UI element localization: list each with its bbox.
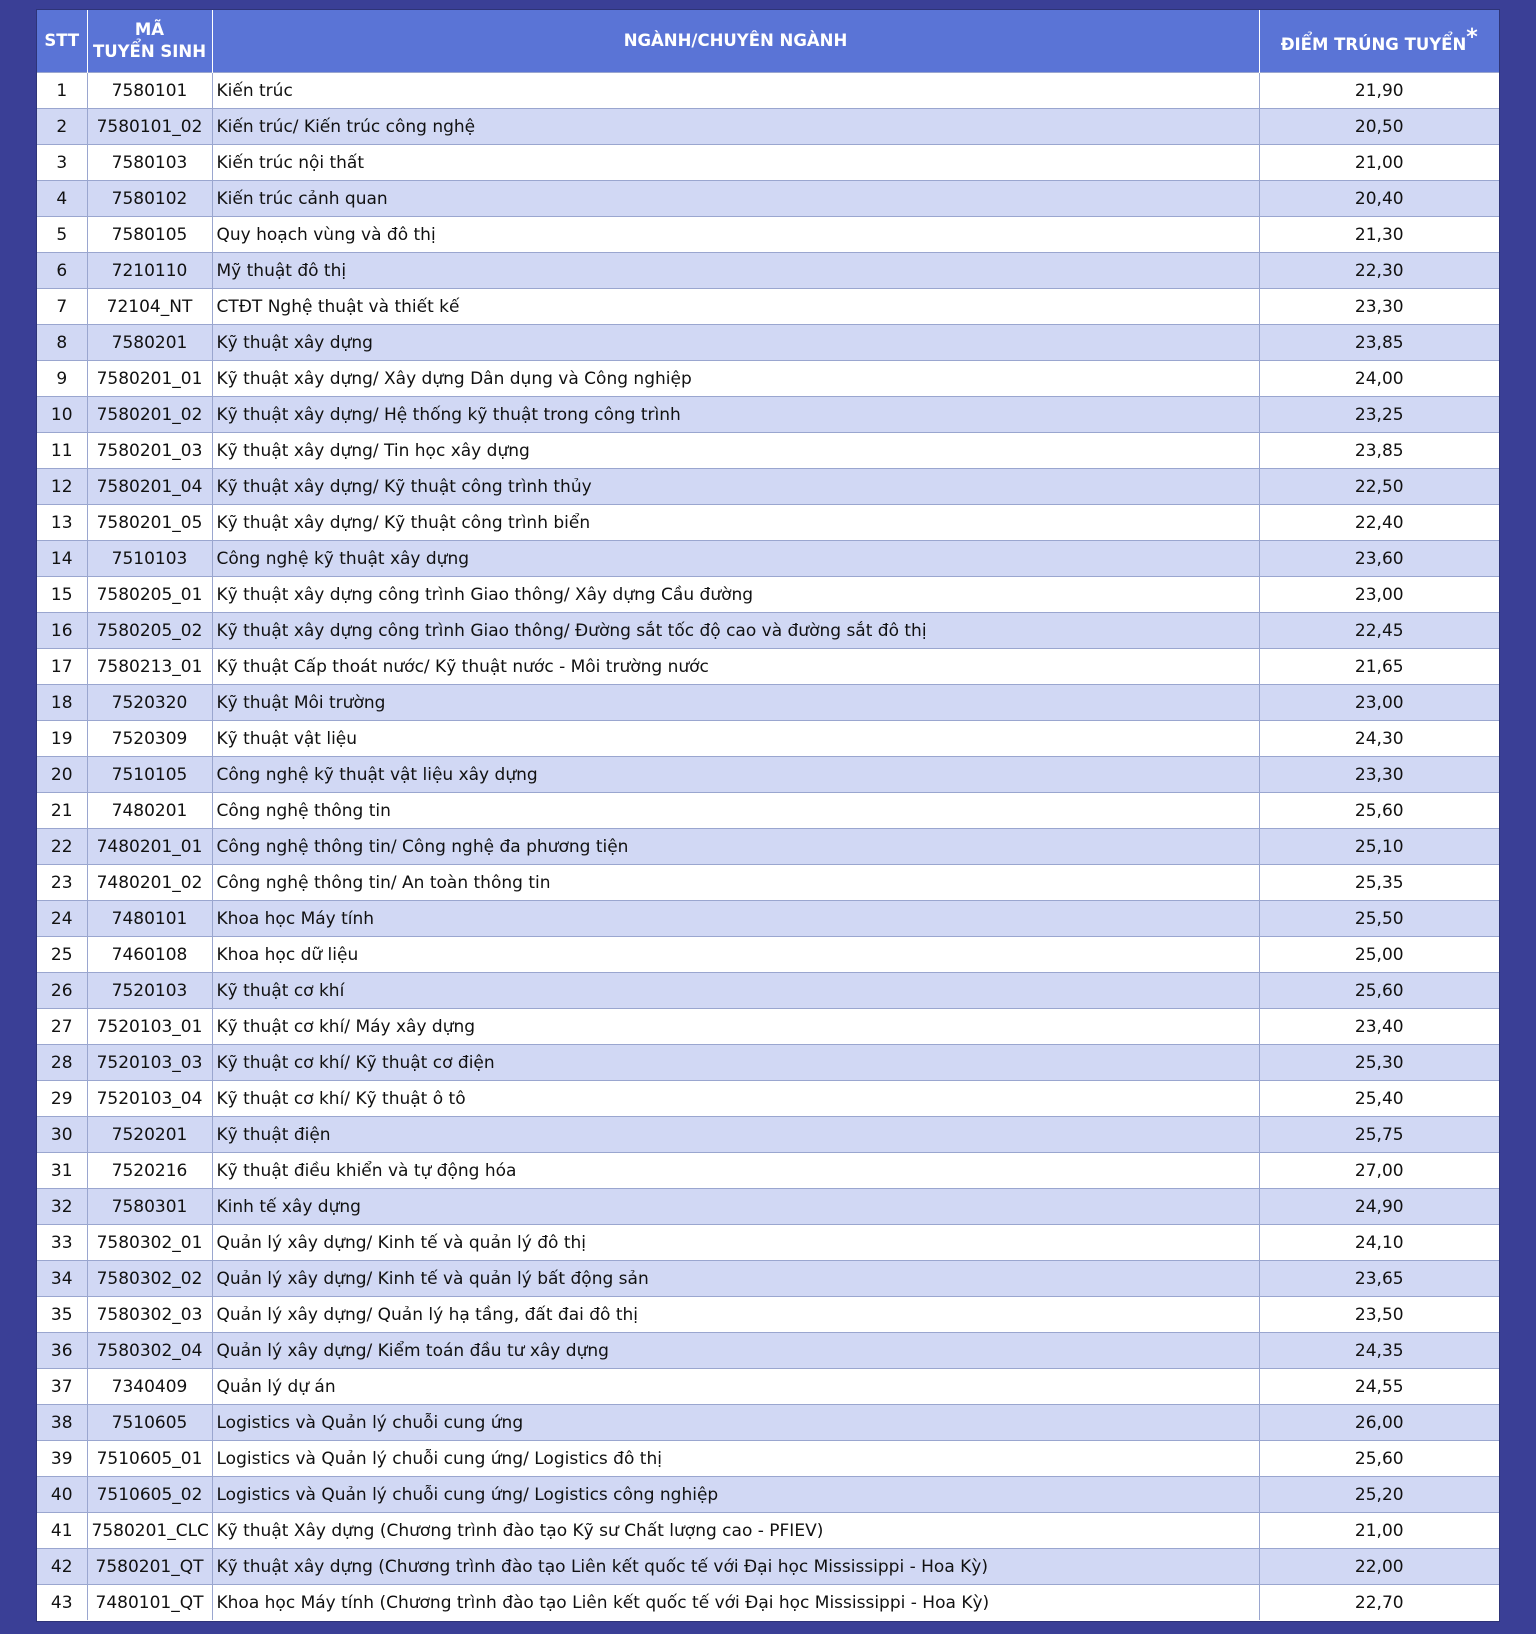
row-stt: 36: [37, 1333, 87, 1369]
row-score: 25,40: [1259, 1081, 1499, 1117]
row-code: 7580201: [87, 325, 212, 361]
row-code: 7520216: [87, 1153, 212, 1189]
row-code: 7580103: [87, 145, 212, 181]
row-major: Kiến trúc nội thất: [212, 145, 1259, 181]
row-stt: 24: [37, 901, 87, 937]
header-score-asterisk: *: [1466, 24, 1478, 50]
row-code: 7580105: [87, 217, 212, 253]
table-row: [37, 469, 1499, 505]
row-code: 7480101_QT: [87, 1585, 212, 1621]
row-major: Logistics và Quản lý chuỗi cung ứng: [212, 1405, 1259, 1441]
row-score: 25,60: [1259, 1441, 1499, 1477]
row-score: 27,00: [1259, 1153, 1499, 1189]
row-score: 23,85: [1259, 433, 1499, 469]
table-row: [37, 1225, 1499, 1261]
row-code: 7580102: [87, 181, 212, 217]
row-score: 23,65: [1259, 1261, 1499, 1297]
row-score: 21,30: [1259, 217, 1499, 253]
row-score: 22,30: [1259, 253, 1499, 289]
table-row: [37, 73, 1499, 109]
row-code: 7520103_01: [87, 1009, 212, 1045]
table-body: [37, 73, 1499, 1621]
row-score: 25,60: [1259, 793, 1499, 829]
row-major: Kỹ thuật xây dựng (Chương trình đào tạo Liên kết quốc tế với Đại học Mississippi - Hoa Kỳ): [212, 1549, 1259, 1585]
row-score: 24,35: [1259, 1333, 1499, 1369]
table-row: [37, 181, 1499, 217]
row-major: Quản lý xây dựng/ Kinh tế và quản lý bất động sản: [212, 1261, 1259, 1297]
table-row: [37, 649, 1499, 685]
row-major: Khoa học Máy tính (Chương trình đào tạo Liên kết quốc tế với Đại học Mississippi - Hoa Kỳ): [212, 1585, 1259, 1621]
table-row: [37, 1009, 1499, 1045]
row-major: Kỹ thuật xây dựng công trình Giao thông/ Xây dựng Cầu đường: [212, 577, 1259, 613]
table-row: [37, 397, 1499, 433]
row-major: Kỹ thuật xây dựng/ Kỹ thuật công trình thủy: [212, 469, 1259, 505]
table-row: [37, 973, 1499, 1009]
row-stt: 22: [37, 829, 87, 865]
row-score: 22,00: [1259, 1549, 1499, 1585]
row-code: 7480101: [87, 901, 212, 937]
table-row: [37, 685, 1499, 721]
row-major: Kỹ thuật xây dựng công trình Giao thông/ Đường sắt tốc độ cao và đường sắt đô thị: [212, 613, 1259, 649]
row-score: 23,25: [1259, 397, 1499, 433]
row-code: 7520320: [87, 685, 212, 721]
row-score: 26,00: [1259, 1405, 1499, 1441]
row-major: Công nghệ kỹ thuật vật liệu xây dựng: [212, 757, 1259, 793]
row-code: 7580302_03: [87, 1297, 212, 1333]
table-row: [37, 1117, 1499, 1153]
row-stt: 9: [37, 361, 87, 397]
row-major: Kỹ thuật xây dựng/ Kỹ thuật công trình biển: [212, 505, 1259, 541]
row-stt: 16: [37, 613, 87, 649]
row-major: Kiến trúc cảnh quan: [212, 181, 1259, 217]
row-code: 7580201_QT: [87, 1549, 212, 1585]
row-major: Khoa học dữ liệu: [212, 937, 1259, 973]
row-score: 23,30: [1259, 289, 1499, 325]
row-code: 7580205_01: [87, 577, 212, 613]
row-stt: 10: [37, 397, 87, 433]
row-major: Mỹ thuật đô thị: [212, 253, 1259, 289]
row-stt: 8: [37, 325, 87, 361]
row-code: 7480201_01: [87, 829, 212, 865]
table-row: [37, 1153, 1499, 1189]
table-row: [37, 865, 1499, 901]
row-major: Kỹ thuật Môi trường: [212, 685, 1259, 721]
row-stt: 35: [37, 1297, 87, 1333]
table-row: [37, 829, 1499, 865]
row-code: 7580302_02: [87, 1261, 212, 1297]
table-row: [37, 1045, 1499, 1081]
row-major: Kỹ thuật xây dựng: [212, 325, 1259, 361]
row-stt: 17: [37, 649, 87, 685]
row-score: 23,60: [1259, 541, 1499, 577]
row-score: 25,10: [1259, 829, 1499, 865]
table-row: [37, 1297, 1499, 1333]
row-major: Kỹ thuật cơ khí/ Kỹ thuật ô tô: [212, 1081, 1259, 1117]
row-score: 21,65: [1259, 649, 1499, 685]
row-code: 7480201: [87, 793, 212, 829]
row-stt: 19: [37, 721, 87, 757]
row-stt: 20: [37, 757, 87, 793]
row-stt: 6: [37, 253, 87, 289]
row-stt: 40: [37, 1477, 87, 1513]
table-row: [37, 937, 1499, 973]
table-row: [37, 613, 1499, 649]
row-stt: 18: [37, 685, 87, 721]
row-code: 7520103_03: [87, 1045, 212, 1081]
table-row: [37, 1081, 1499, 1117]
row-major: Logistics và Quản lý chuỗi cung ứng/ Logistics đô thị: [212, 1441, 1259, 1477]
table-row: [37, 1477, 1499, 1513]
row-code: 7580201_03: [87, 433, 212, 469]
row-stt: 11: [37, 433, 87, 469]
table-row: [37, 325, 1499, 361]
table-row: [37, 289, 1499, 325]
row-code: 7340409: [87, 1369, 212, 1405]
row-code: 7510605: [87, 1405, 212, 1441]
header-score: [1259, 10, 1499, 73]
row-major: Kỹ thuật vật liệu: [212, 721, 1259, 757]
row-major: Quản lý xây dựng/ Kiểm toán đầu tư xây dựng: [212, 1333, 1259, 1369]
row-stt: 28: [37, 1045, 87, 1081]
row-code: 7580201_01: [87, 361, 212, 397]
row-major: Kỹ thuật cơ khí/ Máy xây dựng: [212, 1009, 1259, 1045]
row-code: 7520103: [87, 973, 212, 1009]
row-major: Kỹ thuật xây dựng/ Hệ thống kỹ thuật trong công trình: [212, 397, 1259, 433]
row-major: Công nghệ kỹ thuật xây dựng: [212, 541, 1259, 577]
table-row: [37, 109, 1499, 145]
table-row: [37, 1333, 1499, 1369]
table-row: [37, 1189, 1499, 1225]
row-major: Logistics và Quản lý chuỗi cung ứng/ Logistics công nghiệp: [212, 1477, 1259, 1513]
row-stt: 25: [37, 937, 87, 973]
row-score: 23,50: [1259, 1297, 1499, 1333]
row-major: Công nghệ thông tin/ An toàn thông tin: [212, 865, 1259, 901]
admission-scores-table-frame: [36, 9, 1500, 1622]
row-score: 23,85: [1259, 325, 1499, 361]
row-code: 7480201_02: [87, 865, 212, 901]
table-row: [37, 757, 1499, 793]
header-score-label: ĐIỂM TRÚNG TUYỂN: [1280, 34, 1467, 54]
row-major: Quản lý dự án: [212, 1369, 1259, 1405]
row-stt: 1: [37, 73, 87, 109]
row-stt: 5: [37, 217, 87, 253]
row-major: Công nghệ thông tin: [212, 793, 1259, 829]
row-stt: 29: [37, 1081, 87, 1117]
row-score: 25,00: [1259, 937, 1499, 973]
row-stt: 3: [37, 145, 87, 181]
row-score: 24,30: [1259, 721, 1499, 757]
row-stt: 14: [37, 541, 87, 577]
row-score: 25,30: [1259, 1045, 1499, 1081]
row-stt: 34: [37, 1261, 87, 1297]
row-score: 22,45: [1259, 613, 1499, 649]
row-code: 7520309: [87, 721, 212, 757]
row-major: Kinh tế xây dựng: [212, 1189, 1259, 1225]
row-score: 23,30: [1259, 757, 1499, 793]
row-code: 7580301: [87, 1189, 212, 1225]
row-stt: 27: [37, 1009, 87, 1045]
row-score: 20,40: [1259, 181, 1499, 217]
row-code: 7580302_04: [87, 1333, 212, 1369]
row-stt: 2: [37, 109, 87, 145]
row-stt: 32: [37, 1189, 87, 1225]
table-row: [37, 901, 1499, 937]
table-row: [37, 253, 1499, 289]
row-score: 24,90: [1259, 1189, 1499, 1225]
row-score: 23,00: [1259, 577, 1499, 613]
row-major: Kiến trúc: [212, 73, 1259, 109]
row-code: 7580201_04: [87, 469, 212, 505]
row-major: CTĐT Nghệ thuật và thiết kế: [212, 289, 1259, 325]
row-major: Công nghệ thông tin/ Công nghệ đa phương tiện: [212, 829, 1259, 865]
table-row: [37, 217, 1499, 253]
row-stt: 37: [37, 1369, 87, 1405]
table-row: [37, 1405, 1499, 1441]
row-code: 7580101_02: [87, 109, 212, 145]
header-stt: STT: [37, 10, 87, 73]
row-stt: 39: [37, 1441, 87, 1477]
row-score: 22,70: [1259, 1585, 1499, 1621]
row-stt: 33: [37, 1225, 87, 1261]
row-major: Quản lý xây dựng/ Kinh tế và quản lý đô thị: [212, 1225, 1259, 1261]
admission-scores-table: [37, 10, 1499, 1620]
row-major: Quản lý xây dựng/ Quản lý hạ tầng, đất đai đô thị: [212, 1297, 1259, 1333]
header-code: [87, 10, 212, 73]
table-row: [37, 1261, 1499, 1297]
row-stt: 13: [37, 505, 87, 541]
row-major: Kỹ thuật Xây dựng (Chương trình đào tạo Kỹ sư Chất lượng cao - PFIEV): [212, 1513, 1259, 1549]
row-score: 24,55: [1259, 1369, 1499, 1405]
row-code: 7520103_04: [87, 1081, 212, 1117]
header-major: NGÀNH/CHUYÊN NGÀNH: [212, 10, 1259, 73]
row-score: 23,00: [1259, 685, 1499, 721]
row-code: 7580201_02: [87, 397, 212, 433]
row-major: Quy hoạch vùng và đô thị: [212, 217, 1259, 253]
row-code: 7580201_CLC: [87, 1513, 212, 1549]
row-code: 7580101: [87, 73, 212, 109]
row-code: 72104_NT: [87, 289, 212, 325]
table-row: [37, 433, 1499, 469]
table-row: [37, 577, 1499, 613]
row-score: 21,00: [1259, 145, 1499, 181]
row-stt: 30: [37, 1117, 87, 1153]
row-score: 25,20: [1259, 1477, 1499, 1513]
row-stt: 23: [37, 865, 87, 901]
row-code: 7580302_01: [87, 1225, 212, 1261]
row-stt: 26: [37, 973, 87, 1009]
row-score: 25,75: [1259, 1117, 1499, 1153]
row-code: 7510105: [87, 757, 212, 793]
row-code: 7460108: [87, 937, 212, 973]
table-row: [37, 541, 1499, 577]
table-header-row: [37, 10, 1499, 73]
row-score: 21,90: [1259, 73, 1499, 109]
row-score: 24,10: [1259, 1225, 1499, 1261]
table-row: [37, 1585, 1499, 1621]
row-score: 23,40: [1259, 1009, 1499, 1045]
row-stt: 15: [37, 577, 87, 613]
row-major: Kỹ thuật điều khiển và tự động hóa: [212, 1153, 1259, 1189]
row-code: 7580213_01: [87, 649, 212, 685]
row-stt: 42: [37, 1549, 87, 1585]
row-code: 7580201_05: [87, 505, 212, 541]
row-code: 7520201: [87, 1117, 212, 1153]
row-major: Kỹ thuật cơ khí: [212, 973, 1259, 1009]
row-code: 7580205_02: [87, 613, 212, 649]
row-score: 25,60: [1259, 973, 1499, 1009]
row-code: 7510103: [87, 541, 212, 577]
row-major: Kỹ thuật xây dựng/ Tin học xây dựng: [212, 433, 1259, 469]
row-code: 7510605_01: [87, 1441, 212, 1477]
row-code: 7510605_02: [87, 1477, 212, 1513]
row-stt: 31: [37, 1153, 87, 1189]
row-code: 7210110: [87, 253, 212, 289]
row-score: 21,00: [1259, 1513, 1499, 1549]
table-row: [37, 1513, 1499, 1549]
row-stt: 43: [37, 1585, 87, 1621]
row-major: Khoa học Máy tính: [212, 901, 1259, 937]
row-major: Kỹ thuật Cấp thoát nước/ Kỹ thuật nước - Môi trường nước: [212, 649, 1259, 685]
row-major: Kỹ thuật điện: [212, 1117, 1259, 1153]
row-score: 25,35: [1259, 865, 1499, 901]
table-row: [37, 793, 1499, 829]
row-score: 24,00: [1259, 361, 1499, 397]
table-row: [37, 361, 1499, 397]
table-row: [37, 1369, 1499, 1405]
header-code-line2: TUYỂN SINH: [92, 42, 207, 61]
row-major: Kiến trúc/ Kiến trúc công nghệ: [212, 109, 1259, 145]
row-stt: 4: [37, 181, 87, 217]
table-row: [37, 1549, 1499, 1585]
header-code-line1: MÃ: [134, 20, 165, 39]
table-row: [37, 1441, 1499, 1477]
row-stt: 41: [37, 1513, 87, 1549]
table-row: [37, 721, 1499, 757]
row-stt: 12: [37, 469, 87, 505]
row-score: 25,50: [1259, 901, 1499, 937]
row-stt: 21: [37, 793, 87, 829]
row-score: 22,40: [1259, 505, 1499, 541]
row-score: 22,50: [1259, 469, 1499, 505]
row-score: 20,50: [1259, 109, 1499, 145]
row-major: Kỹ thuật cơ khí/ Kỹ thuật cơ điện: [212, 1045, 1259, 1081]
table-row: [37, 145, 1499, 181]
row-stt: 38: [37, 1405, 87, 1441]
row-stt: 7: [37, 289, 87, 325]
row-major: Kỹ thuật xây dựng/ Xây dựng Dân dụng và Công nghiệp: [212, 361, 1259, 397]
table-row: [37, 505, 1499, 541]
